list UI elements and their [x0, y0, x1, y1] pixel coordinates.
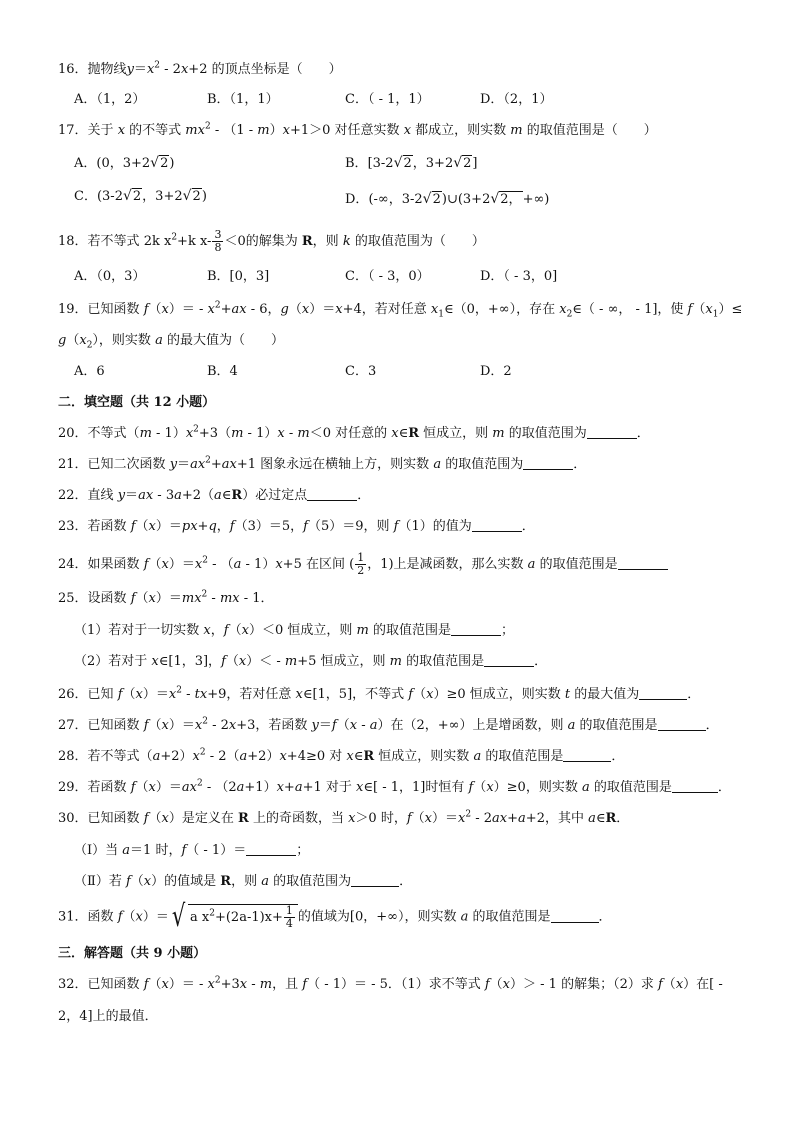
question-29: 29．若函数 $f(x)=ax^2 - (2a+1)x+a+1$ 对于 x∈[ - 1，1]时恒有 f（x）≥0，则实数 a 的取值范围是 ． — [58, 778, 731, 795]
q17-option-d: D．(-∞，3-2√2)∪(3+2√2，+∞) — [345, 191, 550, 207]
question-25-part-2: （2）若对于 x∈[1，3]，f（x）＜ - m+5 恒成立，则 m 的取值范围是 ． — [74, 654, 548, 669]
q18-option-c: C．（ - 3，0） — [345, 269, 430, 284]
question-28: 28．若不等式$(a+2)x^2 - 2(a+2)x+4\ge 0$ 对 x∈R 恒成立，则实数 a 的取值范围是 ． — [58, 747, 625, 764]
q16-option-b: B．（1，1） — [207, 92, 279, 107]
answer-blank — [587, 425, 637, 439]
question-17: 17．关于 x 的不等式 $mx^2 - (1 - m)x+1>0$ 对任意实数 x 都成立，则实数 m 的取值范围是（ ） — [58, 121, 657, 138]
q16-option-d: D．（2，1） — [480, 92, 553, 107]
question-32: 32．已知函数 $f(x)= - x^2+3x - m$，且 f（ - 1）＝ - 5．（1）求不等式 f（x）＞ - 1 的解集；（2）求 f（x）在[ - — [58, 975, 723, 992]
answer-blank — [551, 909, 599, 923]
question-18: 18．若不等式 2k $x^2+k$ x- $\frac{3}{8}$ ＜0的解集为 R，则 k 的取值范围为（ ） — [58, 228, 485, 254]
question-26: 26．已知 $f(x)=x^2 - tx+9$，若对任意 x∈[1，5]，不等式 f（x）≥0 恒成立，则实数 t 的最大值为 ． — [58, 685, 701, 702]
answer-blank — [672, 779, 718, 793]
q19-option-c: C．3 — [345, 364, 377, 379]
question-32-line-2: 2，4]上的最值． — [58, 1009, 158, 1024]
answer-blank — [523, 456, 573, 470]
answer-blank — [563, 748, 611, 762]
question-30: 30．已知函数 f（x）是定义在 R 上的奇函数，当 x＞0 时，$f(x)=x^2 - 2ax+a+2$，其中 a∈R． — [58, 809, 630, 826]
q18-option-a: A．（0，3） — [74, 269, 146, 284]
answer-blank — [246, 842, 296, 856]
question-27: 27．已知函数 $f(x)=x^2 - 2x+3$，若函数 y＝f（x - a）在（2，+∞）上是增函数，则 a 的取值范围是 ． — [58, 716, 719, 733]
question-25-part-1: （1）若对于一切实数 x，f（x）＜0 恒成立，则 m 的取值范围是 ； — [74, 623, 514, 638]
q19-option-a: A．6 — [74, 364, 105, 379]
question-20: 20．不等式$(m - 1)x^2+3(m - 1)x - m<0$ 对任意的 x∈R 恒成立，则 m 的取值范围为 ． — [58, 424, 650, 441]
q17-option-a: A．(0，3+2√2) — [74, 155, 175, 171]
section-2-heading: 二．填空题（共 12 小题） — [58, 395, 216, 410]
answer-blank — [351, 873, 399, 887]
question-19-line-2: $g(x_2)$，则实数 a 的最大值为（ ） — [58, 333, 284, 351]
q17-option-c: C．(3-2√2，3+2√2) — [74, 188, 207, 204]
q19-option-b: B．4 — [207, 364, 238, 379]
question-30-part-1: （Ⅰ）当 a＝1 时，f（ - 1）＝ ； — [74, 843, 310, 858]
q17-option-b: B．[3-2√2，3+2√2] — [345, 155, 478, 171]
answer-blank — [618, 556, 668, 570]
answer-blank — [307, 487, 357, 501]
answer-blank — [472, 518, 522, 532]
q16-option-c: C．（ - 1，1） — [345, 92, 430, 107]
answer-blank — [451, 622, 501, 636]
section-3-heading: 三．解答题（共 9 小题） — [58, 946, 207, 961]
question-19: 19．已知函数 $f(x)= - x^2+ax - 6$，g（x）＝x+4，若对任意 $x_1\in(0$，+∞），存在 $x_2\in$（ - ∞， - 1]，使 $f(x_1)\le$ — [58, 300, 743, 320]
answer-blank — [658, 717, 706, 731]
question-21: 21．已知二次函数 $y=ax^2+ax+1$ 图象永远在横轴上方，则实数 a 的取值范围为 ． — [58, 455, 587, 472]
question-22: 22．直线 y＝ax - 3a+2（a∈R）必过定点 ． — [58, 488, 371, 503]
answer-blank — [484, 653, 534, 667]
q16-option-a: A．（1，2） — [74, 92, 146, 107]
answer-blank — [639, 686, 687, 700]
question-23: 23．若函数 f（x）＝px+q，f（3）＝5，f（5）＝9，则 f（1）的值为 ． — [58, 519, 535, 534]
question-16: 16．抛物线$y=x^2 - 2x+2$ 的顶点坐标是（ ） — [58, 60, 342, 77]
question-24: 24．如果函数 $f(x)=x^2 - (a - 1)x+5$ 在区间 ( $\frac{1}{2}$ ，1)上是减函数，那么实数 a 的取值范围是 — [58, 552, 668, 577]
q18-option-b: B．[0，3] — [207, 269, 270, 284]
question-30-part-2: （Ⅱ）若 f（x）的值域是 R，则 a 的取值范围为 ． — [74, 874, 413, 889]
q19-option-d: D．2 — [480, 364, 512, 379]
question-31: 31．函数 f（x）＝√ a $x^2+(2a-1)x+$ $\frac{1}{4}$ 的值域为[0，+∞），则实数 a 的取值范围是 ． — [58, 899, 612, 934]
question-25: 25．设函数 $f(x)=mx^2$ - mx - 1． — [58, 589, 274, 606]
q18-option-d: D．（ - 3，0] — [480, 269, 558, 284]
